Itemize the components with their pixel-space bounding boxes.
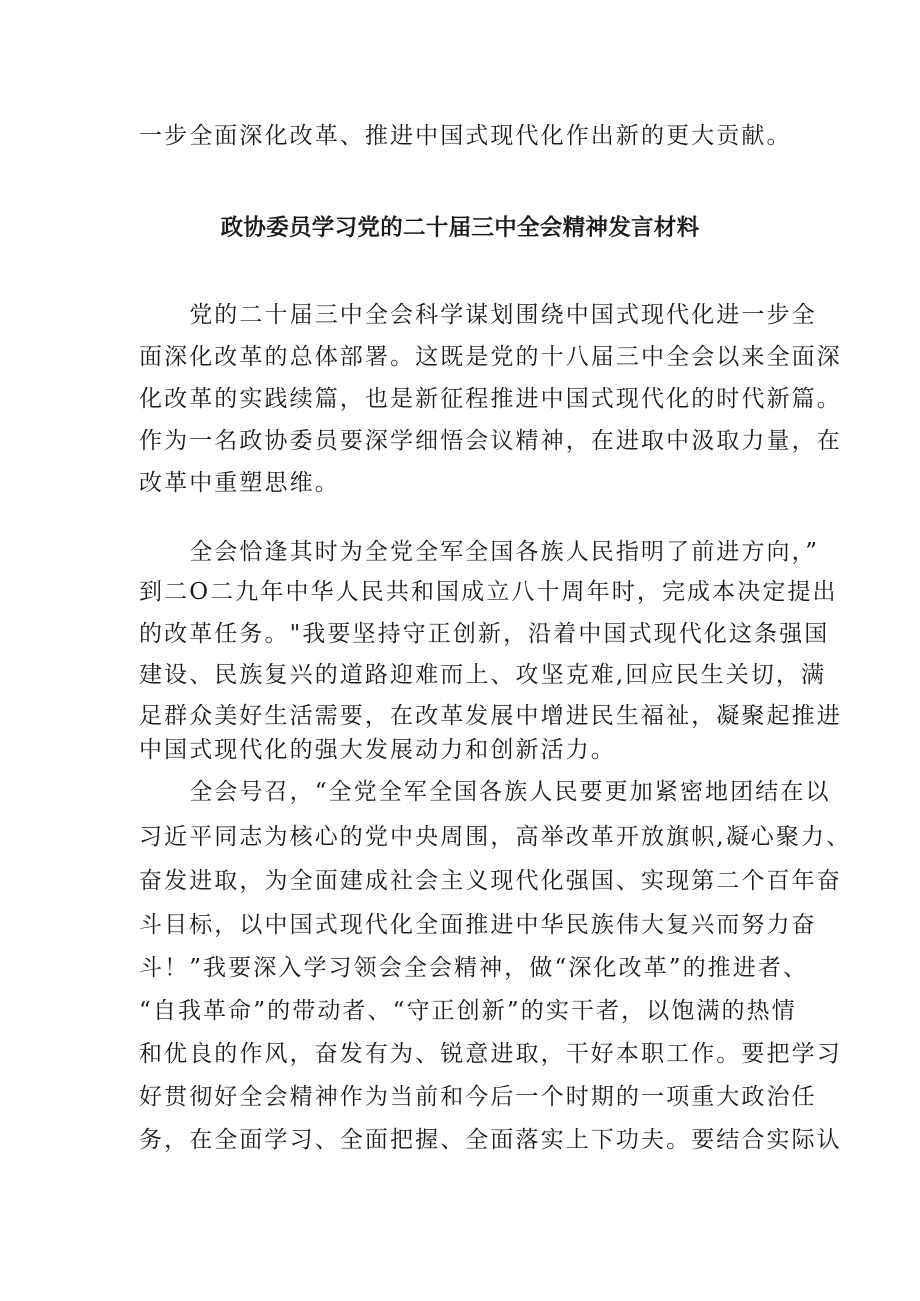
body-line: 好贯彻好全会精神作为当前和今后一个时期的一项重大政治任 (139, 1084, 817, 1110)
body-line: 足群众美好生活需要，在改革发展中增进民生福祉，凝聚起推进 (139, 703, 842, 729)
body-line: 奋发进取，为全面建成社会主义现代化强国、实现第二个百年奋 (139, 868, 842, 894)
body-line: 化改革的实践续篇，也是新征程推进中国式现代化的时代新篇。 (139, 386, 842, 412)
body-line: 斗！”我要深入学习领会全会精神，做“深化改革”的推进者、 (139, 955, 809, 981)
continuation-line: 一步全面深化改革、推进中国式现代化作出新的更大贡献。 (139, 123, 792, 149)
body-line: 中国式现代化的强大发展动力和创新活力。 (139, 737, 616, 763)
document-title: 政协委员学习党的二十届三中全会精神发言材料 (220, 215, 700, 241)
body-line: 务，在全面学习、全面把握、全面落实上下功夫。要结合实际认 (139, 1127, 842, 1153)
body-line: 面深化改革的总体部署。这既是党的十八届三中全会以来全面深 (139, 344, 842, 370)
body-line: 和优良的作风，奋发有为、锐意进取，干好本职工作。要把学习 (139, 1041, 842, 1067)
body-line: 改革中重塑思维。 (139, 470, 340, 496)
body-line: 习近平同志为核心的党中央周围，高举改革开放旗帜,凝心聚力、 (139, 824, 852, 850)
body-line: 全会恰逢其时为全党全军全国各族人民指明了前进方向，” (139, 539, 820, 565)
body-line: 到二O二九年中华人民共和国成立八十周年时，完成本决定提出 (139, 579, 838, 605)
body-line: 全会号召，“全党全军全国各族人民要更加紧密地团结在以 (139, 779, 831, 805)
body-line: 党的二十届三中全会科学谋划围绕中国式现代化进一步全 (139, 302, 817, 328)
body-line: 作为一名政协委员要深学细悟会议精神，在进取中汲取力量，在 (139, 428, 842, 454)
body-line: “自我革命”的带动者、“守正创新”的实干者，以饱满的热情 (139, 998, 797, 1024)
body-line: 建设、民族复兴的道路迎难而上、攻坚克难,回应民生关切，满 (139, 662, 827, 688)
body-line: 斗目标，以中国式现代化全面推进中华民族伟大复兴而努力奋 (139, 912, 817, 938)
body-line: 的改革任务。"我要坚持守正创新，沿着中国式现代化这条强国 (139, 621, 830, 647)
